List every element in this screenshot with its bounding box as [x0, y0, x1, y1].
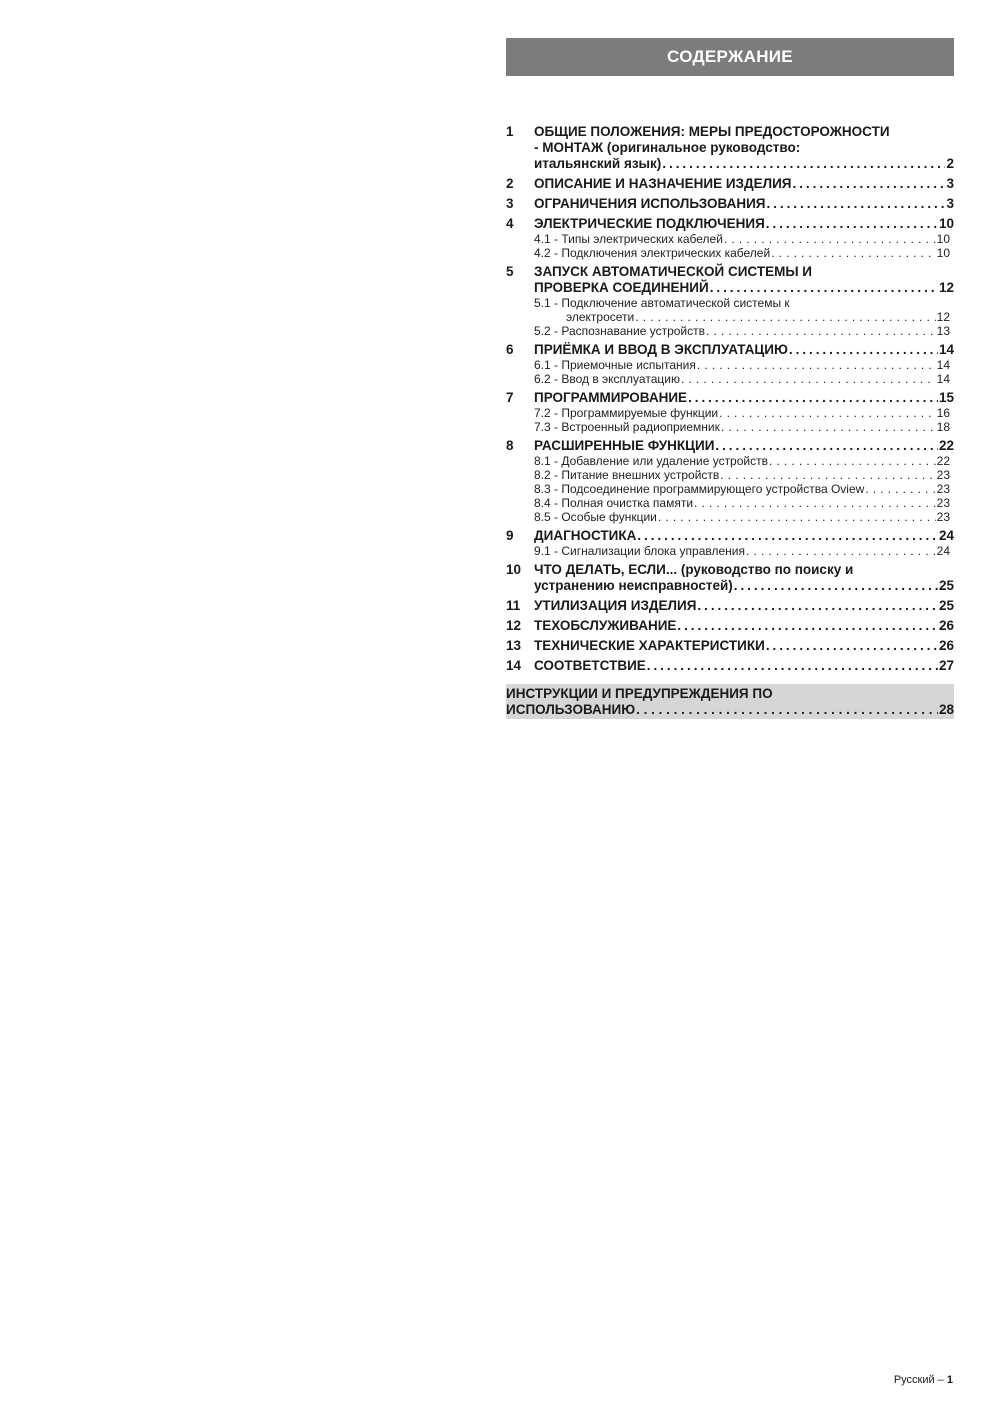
dot-leader [677, 618, 938, 634]
toc-section[interactable] [506, 438, 954, 524]
dot-leader [865, 482, 935, 496]
toc-section-title: ПРОВЕРКА СОЕДИНЕНИЙ [534, 280, 709, 295]
toc-subsection[interactable] [534, 358, 954, 372]
toc-section-number: 4 [506, 216, 514, 231]
toc-section-number: 8 [506, 438, 514, 453]
dot-leader [636, 702, 938, 718]
toc-section[interactable] [506, 196, 954, 212]
toc-subsection[interactable] [534, 454, 954, 468]
dot-leader [789, 342, 938, 358]
toc-section-number: 11 [506, 598, 521, 613]
toc-final-page: 28 [938, 702, 954, 717]
toc-section-title: ЭЛЕКТРИЧЕСКИЕ ПОДКЛЮЧЕНИЯ [534, 216, 765, 231]
toc-subsection[interactable] [534, 420, 954, 434]
toc-section-title: ОГРАНИЧЕНИЯ ИСПОЛЬЗОВАНИЯ [534, 196, 766, 211]
toc-section-page: 3 [946, 176, 954, 191]
toc-final-entry[interactable] [506, 684, 954, 719]
toc-subsection-title: 4.1 - Типы электрических кабелей [534, 232, 723, 246]
toc-final-title: ИНСТРУКЦИИ И ПРЕДУПРЕЖДЕНИЯ ПО [506, 686, 773, 701]
toc-subsection-title: электросети [566, 310, 635, 324]
toc-section-title-line: ОБЩИЕ ПОЛОЖЕНИЯ: МЕРЫ ПРЕДОСТОРОЖНОСТИ [534, 124, 890, 139]
toc-subsection[interactable] [534, 232, 954, 246]
toc-subsection[interactable] [534, 496, 954, 510]
toc-section-number: 3 [506, 196, 514, 211]
toc-subsection-page: 24 [936, 544, 950, 558]
toc-subsection-title: 4.2 - Подключения электрических кабелей [534, 246, 771, 260]
dot-leader [637, 528, 938, 544]
toc-section[interactable] [506, 216, 954, 260]
toc-section-title: УТИЛИЗАЦИЯ ИЗДЕЛИЯ [534, 598, 697, 613]
toc-subsection-title: 5.2 - Распознавание устройств [534, 324, 705, 338]
dot-leader [719, 406, 936, 420]
toc-subsection[interactable] [534, 406, 954, 420]
toc-subsection-title: 9.1 - Сигнализации блока управления [534, 544, 746, 558]
toc-subsection[interactable] [534, 372, 954, 386]
toc-section-title: ТЕХНИЧЕСКИЕ ХАРАКТЕРИСТИКИ [534, 638, 765, 653]
toc-subsection-title: 8.2 - Питание внешних устройств [534, 468, 720, 482]
toc-subsection-title: 8.1 - Добавление или удаление устройств [534, 454, 768, 468]
toc-section-title-line: ЧТО ДЕЛАТЬ, ЕСЛИ... (руководство по поиску и [534, 562, 854, 577]
dot-leader [715, 438, 938, 454]
toc-subsection[interactable] [534, 544, 954, 558]
toc-section[interactable] [506, 124, 954, 172]
toc-section-title: ДИАГНОСТИКА [534, 528, 637, 543]
dot-leader [720, 468, 935, 482]
toc-section-number: 9 [506, 528, 514, 543]
toc-subsection-page: 18 [936, 420, 950, 434]
toc-section-page: 26 [938, 638, 954, 653]
toc-subsection[interactable] [534, 510, 954, 524]
toc-subsection-page: 23 [936, 496, 950, 510]
toc-section[interactable] [506, 264, 954, 338]
toc-section-number: 1 [506, 124, 514, 139]
toc-section-page: 25 [938, 578, 954, 593]
dot-leader [746, 544, 936, 558]
toc-subsection[interactable] [534, 296, 954, 324]
dot-leader [769, 454, 936, 468]
toc-section-page: 3 [946, 196, 954, 211]
toc-subsection[interactable] [534, 468, 954, 482]
toc-subsection-title: 7.2 - Программируемые функции [534, 406, 719, 420]
toc-section[interactable] [506, 638, 954, 654]
toc-section-page: 2 [946, 156, 954, 171]
toc-section[interactable] [506, 176, 954, 192]
footer-language: Русский – [893, 1374, 944, 1386]
table-of-contents [506, 38, 954, 719]
toc-section[interactable] [506, 658, 954, 674]
toc-final-title-cont: ИСПОЛЬЗОВАНИЮ [506, 702, 636, 717]
toc-section-title: РАСШИРЕННЫЕ ФУНКЦИИ [534, 438, 715, 453]
toc-subsection-page: 16 [936, 406, 950, 420]
dot-leader [697, 598, 938, 614]
toc-list [506, 124, 954, 674]
toc-section-number: 2 [506, 176, 514, 191]
dot-leader [734, 578, 938, 594]
toc-section-number: 13 [506, 638, 522, 653]
dot-leader [706, 324, 936, 338]
dot-leader [766, 216, 938, 232]
toc-section[interactable] [506, 342, 954, 386]
toc-section-page: 27 [938, 658, 954, 673]
toc-section[interactable] [506, 618, 954, 634]
dot-leader [710, 280, 938, 296]
dot-leader [681, 372, 936, 386]
toc-section-title: ТЕХОБСЛУЖИВАНИЕ [534, 618, 677, 633]
toc-subsection-title: 8.5 - Особые функции [534, 510, 657, 524]
footer-page-number: 1 [946, 1374, 953, 1386]
page-footer [894, 1374, 953, 1386]
toc-section-page: 26 [938, 618, 954, 633]
toc-subsection-title: 7.3 - Встроенный радиоприемник [534, 420, 720, 434]
toc-section[interactable] [506, 390, 954, 434]
toc-subsection-title: 6.1 - Приемочные испытания [534, 358, 696, 372]
toc-subsection-title: 8.3 - Подсоединение программирующего устройства Oview [534, 482, 865, 496]
toc-subsection-page: 10 [936, 246, 950, 260]
toc-section-number: 7 [506, 390, 514, 405]
toc-subsection-page: 13 [936, 324, 950, 338]
dot-leader [647, 658, 938, 674]
toc-section-number: 10 [506, 562, 522, 577]
dot-leader [662, 156, 945, 172]
toc-section-title-line: - МОНТАЖ (оригинальное руководство: [534, 140, 801, 155]
dot-leader [635, 310, 935, 324]
toc-section-page: 25 [938, 598, 954, 613]
toc-section-title: ПРИЁМКА И ВВОД В ЭКСПЛУАТАЦИЮ [534, 342, 788, 357]
toc-subsection-page: 23 [936, 482, 950, 496]
toc-subsection-page: 22 [936, 454, 950, 468]
dot-leader [688, 390, 938, 406]
dot-leader [767, 196, 946, 212]
dot-leader [721, 420, 936, 434]
toc-subsection-title-line: 5.1 - Подключение автоматической системы к [534, 296, 790, 310]
toc-title: СОДЕРЖАНИЕ [667, 47, 793, 66]
toc-subsection-title: 8.4 - Полная очистка памяти [534, 496, 694, 510]
dot-leader [697, 358, 936, 372]
toc-section-page: 12 [938, 280, 954, 295]
toc-subsection-page: 14 [936, 372, 950, 386]
toc-subsection-page: 23 [936, 468, 950, 482]
dot-leader [658, 510, 936, 524]
toc-subsection-page: 10 [936, 232, 950, 246]
dot-leader [694, 496, 936, 510]
toc-section[interactable] [506, 528, 954, 558]
toc-section-page: 22 [938, 438, 954, 453]
toc-section-page: 14 [938, 342, 954, 357]
dot-leader [771, 246, 935, 260]
toc-section-page: 24 [938, 528, 954, 543]
dot-leader [766, 638, 938, 654]
toc-section[interactable] [506, 598, 954, 614]
toc-section-page: 15 [938, 390, 954, 405]
toc-section-title: ПРОГРАММИРОВАНИЕ [534, 390, 688, 405]
toc-section-title-line: ЗАПУСК АВТОМАТИЧЕСКОЙ СИСТЕМЫ И [534, 264, 813, 279]
toc-section-number: 5 [506, 264, 514, 279]
toc-subsection-page: 12 [936, 310, 950, 324]
toc-section-number: 14 [506, 658, 522, 673]
toc-section-number: 6 [506, 342, 514, 357]
toc-section-number: 12 [506, 618, 522, 633]
toc-section-title: ОПИСАНИЕ И НАЗНАЧЕНИЕ ИЗДЕЛИЯ [534, 176, 792, 191]
toc-subsection-page: 14 [936, 358, 950, 372]
dot-leader [793, 176, 946, 192]
toc-section-title: итальянский язык) [534, 156, 662, 171]
toc-section-page: 10 [938, 216, 954, 231]
toc-section[interactable] [506, 562, 954, 594]
toc-section-title: устранению неисправностей) [534, 578, 733, 593]
toc-section-title: СООТВЕТСТВИЕ [534, 658, 646, 673]
toc-subsection[interactable] [534, 246, 954, 260]
dot-leader [724, 232, 936, 246]
toc-subsection-page: 23 [936, 510, 950, 524]
toc-subsection[interactable] [534, 324, 954, 338]
toc-subsection[interactable] [534, 482, 954, 496]
toc-header [506, 38, 954, 76]
toc-subsection-title: 6.2 - Ввод в эксплуатацию [534, 372, 680, 386]
